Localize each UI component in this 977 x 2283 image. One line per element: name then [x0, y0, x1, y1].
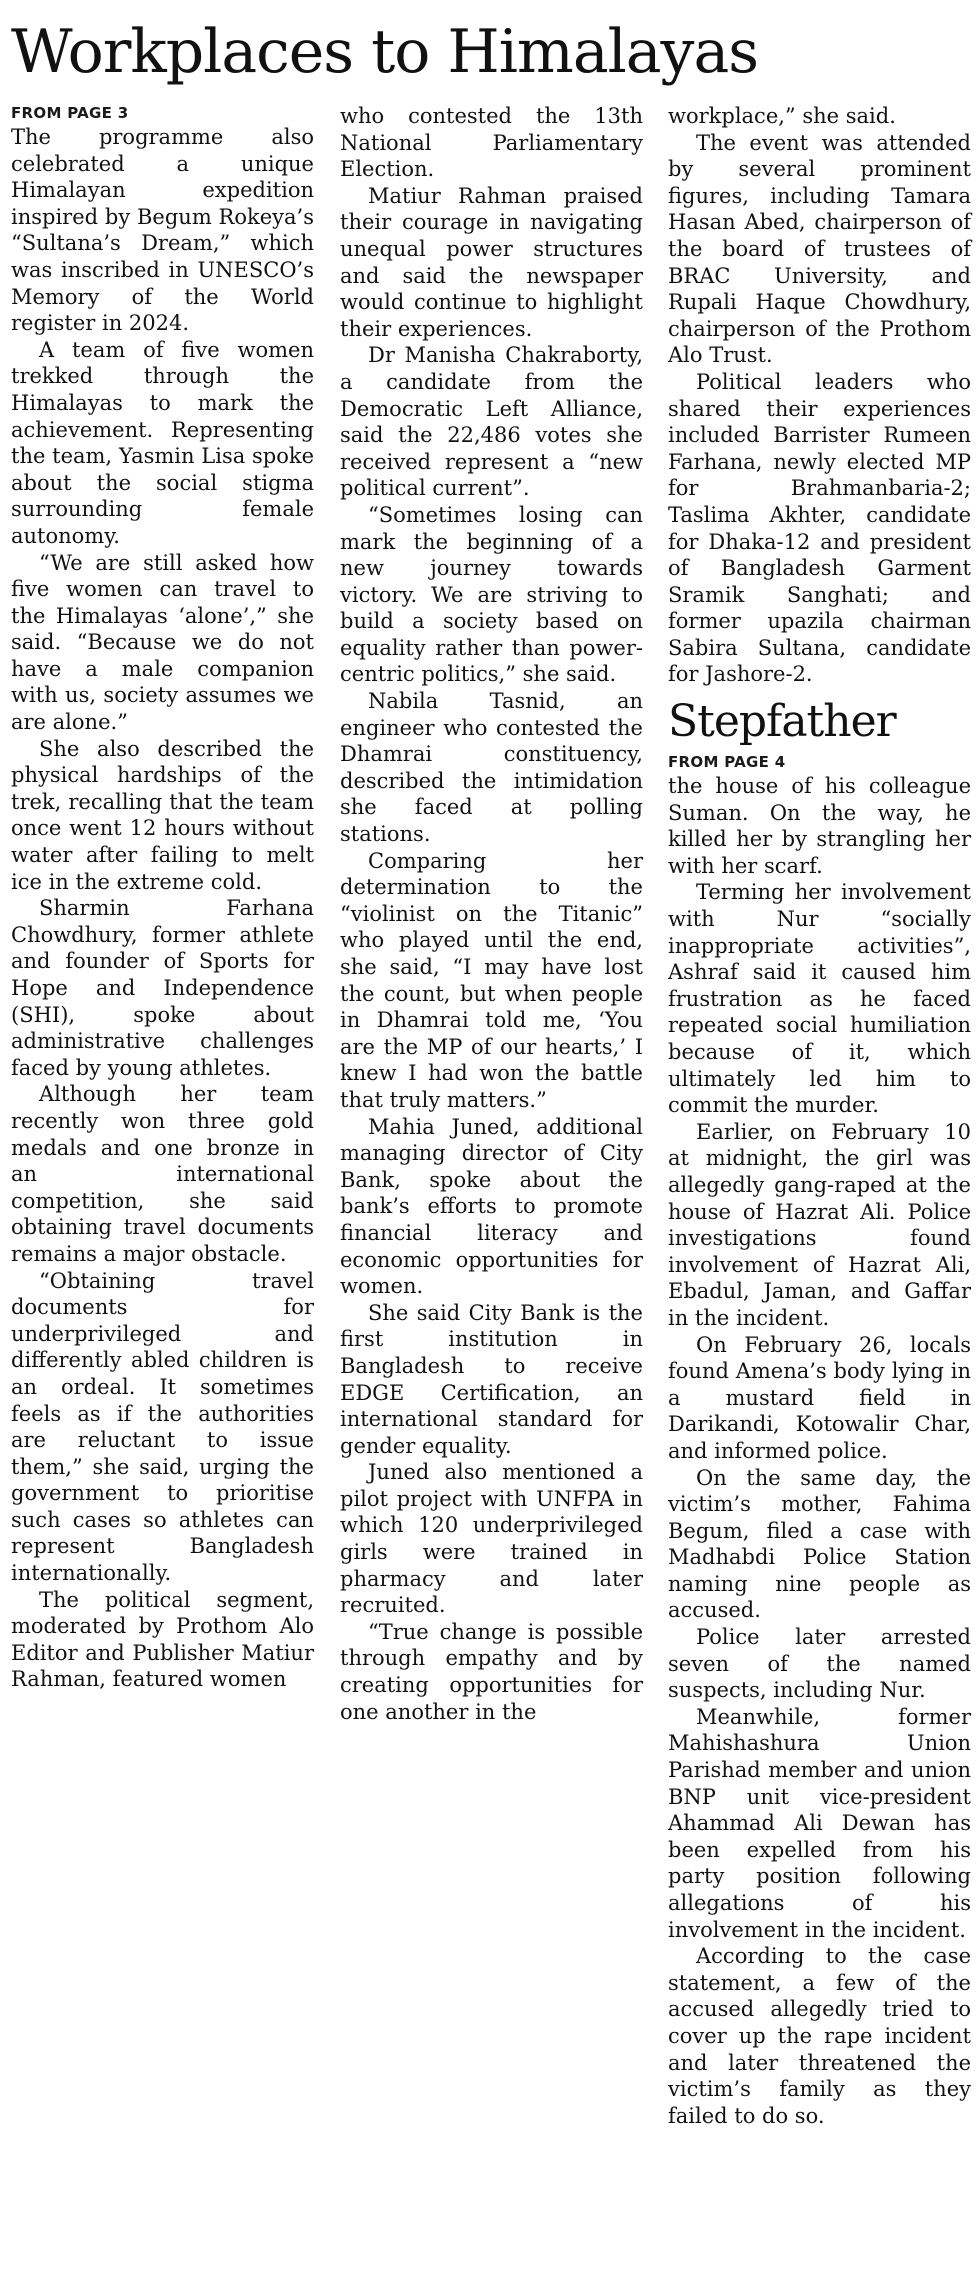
article-paragraph-continued: workplace,” she said.: [668, 104, 896, 128]
article-paragraph: “True change is possible through empathy and by creating opportunities for one another in the: [340, 1619, 643, 1724]
article-column-3: [668, 103, 971, 2129]
article-column-1: [11, 103, 314, 1693]
article-paragraph: Sharmin Farhana Chowdhury, former athlete and founder of Sports for Hope and Independence (SHI), spoke about administrative challenges faced by young athletes.: [11, 896, 314, 1080]
article-dateline: FROM PAGE 3: [11, 104, 129, 122]
article-paragraph: “We are still asked how five women can travel to the Himalayas ‘alone’,” she said. “Because we do not have a male companion with us, society assumes we are alone.”: [11, 550, 314, 735]
stepfather-paragraph: the house of his colleague Suman. On the way, he killed her by strangling her with her scarf.: [668, 774, 971, 878]
article-paragraph: The programme also celebrated a unique Himalayan expedition inspired by Begum Rokeya’s “Sultana’s Dream,” which was inscribed in UNESCO’s Memory of the World register in 2024.: [11, 125, 314, 336]
stepfather-paragraph: On February 26, locals found Amena’s body lying in a mustard field in Darikandi, Kotowalir Char, and informed police.: [668, 1332, 971, 1463]
article-paragraph: Nabila Tasnid, an engineer who contested the Dhamrai constituency, described the intimidation she faced at polling stations.: [340, 689, 643, 847]
stepfather-paragraph: Terming her involvement with Nur “socially inappropriate activities”, Ashraf said it caused him frustration as he faced repeated social humiliation because of it, which ultimately led him to commit the murder.: [668, 880, 971, 1118]
article-paragraph: The event was attended by several prominent figures, including Tamara Hasan Abed, chairperson of the board of trustees of BRAC University, and Rupali Haque Chowdhury, chairperson of the Prothom Alo Trust.: [668, 130, 971, 368]
article-paragraph: Matiur Rahman praised their courage in navigating unequal power structures and said the newspaper would continue to highlight their experiences.: [340, 183, 643, 341]
stepfather-dateline: FROM PAGE 4: [668, 753, 786, 772]
article-paragraph: “Obtaining travel documents for underprivileged and differently abled children is an ordeal. It sometimes feels as if the authorities are reluctant to issue them,” she said, urging the government to prioritise such cases so athletes can represent Bangladesh internationally.: [11, 1268, 314, 1586]
article-paragraph: Although her team recently won three gold medals and one bronze in an international competition, she said obtaining travel documents remains a major obstacle.: [11, 1082, 314, 1266]
stepfather-paragraph: On the same day, the victim’s mother, Fahima Begum, filed a case with Madhabdi Police Station naming nine people as accused.: [668, 1465, 971, 1623]
article-paragraph: Juned also mentioned a pilot project with UNFPA in which 120 underprivileged girls were trained in pharmacy and later recruited.: [340, 1460, 643, 1618]
article-paragraph-continued: who contested the 13th National Parliamentary Election.: [340, 104, 643, 182]
stepfather-paragraph: Meanwhile, former Mahishashura Union Parishad member and union BNP unit vice-president Ahammad Ali Dewan has been expelled from his party position following allegations of his involvement in the incident.: [668, 1704, 971, 1942]
article-paragraph: The political segment, moderated by Prothom Alo Editor and Publisher Matiur Rahman, featured women: [11, 1587, 314, 1692]
article-paragraph: Mahia Juned, additional managing director of City Bank, spoke about the bank’s efforts to promote financial literacy and economic opportunities for women.: [340, 1114, 643, 1299]
article-column-2: [340, 103, 643, 1725]
article-paragraph: She also described the physical hardships of the trek, recalling that the team once went 12 hours without water after failing to melt ice in the extreme cold.: [11, 736, 314, 894]
article-headline: Workplaces to Himalayas: [11, 17, 759, 87]
article-paragraph: Comparing her determination to the “violinist on the Titanic” who played until the end, she said, “I may have lost the count, but when people in Dhamrai told me, ‘You are the MP of our hearts,’ I knew I had won the battle that truly matters.”: [340, 848, 643, 1112]
stepfather-paragraph: According to the case statement, a few of the accused allegedly tried to cover up the rape incident and later threatened the victim’s family as they failed to do so.: [668, 1944, 971, 2128]
article-paragraph: She said City Bank is the first institution in Bangladesh to receive EDGE Certification, an international standard for gender equality.: [340, 1300, 643, 1458]
stepfather-paragraph: Police later arrested seven of the named suspects, including Nur.: [668, 1625, 971, 1703]
stepfather-paragraph: Earlier, on February 10 at midnight, the girl was allegedly gang-raped at the house of Hazrat Ali. Police investigations found involvement of Hazrat Ali, Ebadul, Jaman, and Gaffar in the incident.: [668, 1119, 971, 1330]
article-paragraph: Political leaders who shared their experiences included Barrister Rumeen Farhana, newly elected MP for Brahmanbaria-2; Taslima Akhter, candidate for Dhaka-12 and president of Bangladesh Garment Sramik Sanghati; and former upazila chairman Sabira Sultana, candidate for Jashore-2.: [668, 369, 971, 687]
article-paragraph: Dr Manisha Chakraborty, a candidate from the Democratic Left Alliance, said the 22,486 votes she received represent a “new political current”.: [340, 343, 643, 501]
stepfather-headline: Stepfather: [668, 696, 896, 748]
article-paragraph: A team of five women trekked through the Himalayas to mark the achievement. Representing the team, Yasmin Lisa spoke about the social stigma surrounding female autonomy.: [11, 337, 314, 548]
article-paragraph: “Sometimes losing can mark the beginning of a new journey towards victory. We are striving to build a society based on equality rather than power-centric politics,” she said.: [340, 502, 643, 687]
